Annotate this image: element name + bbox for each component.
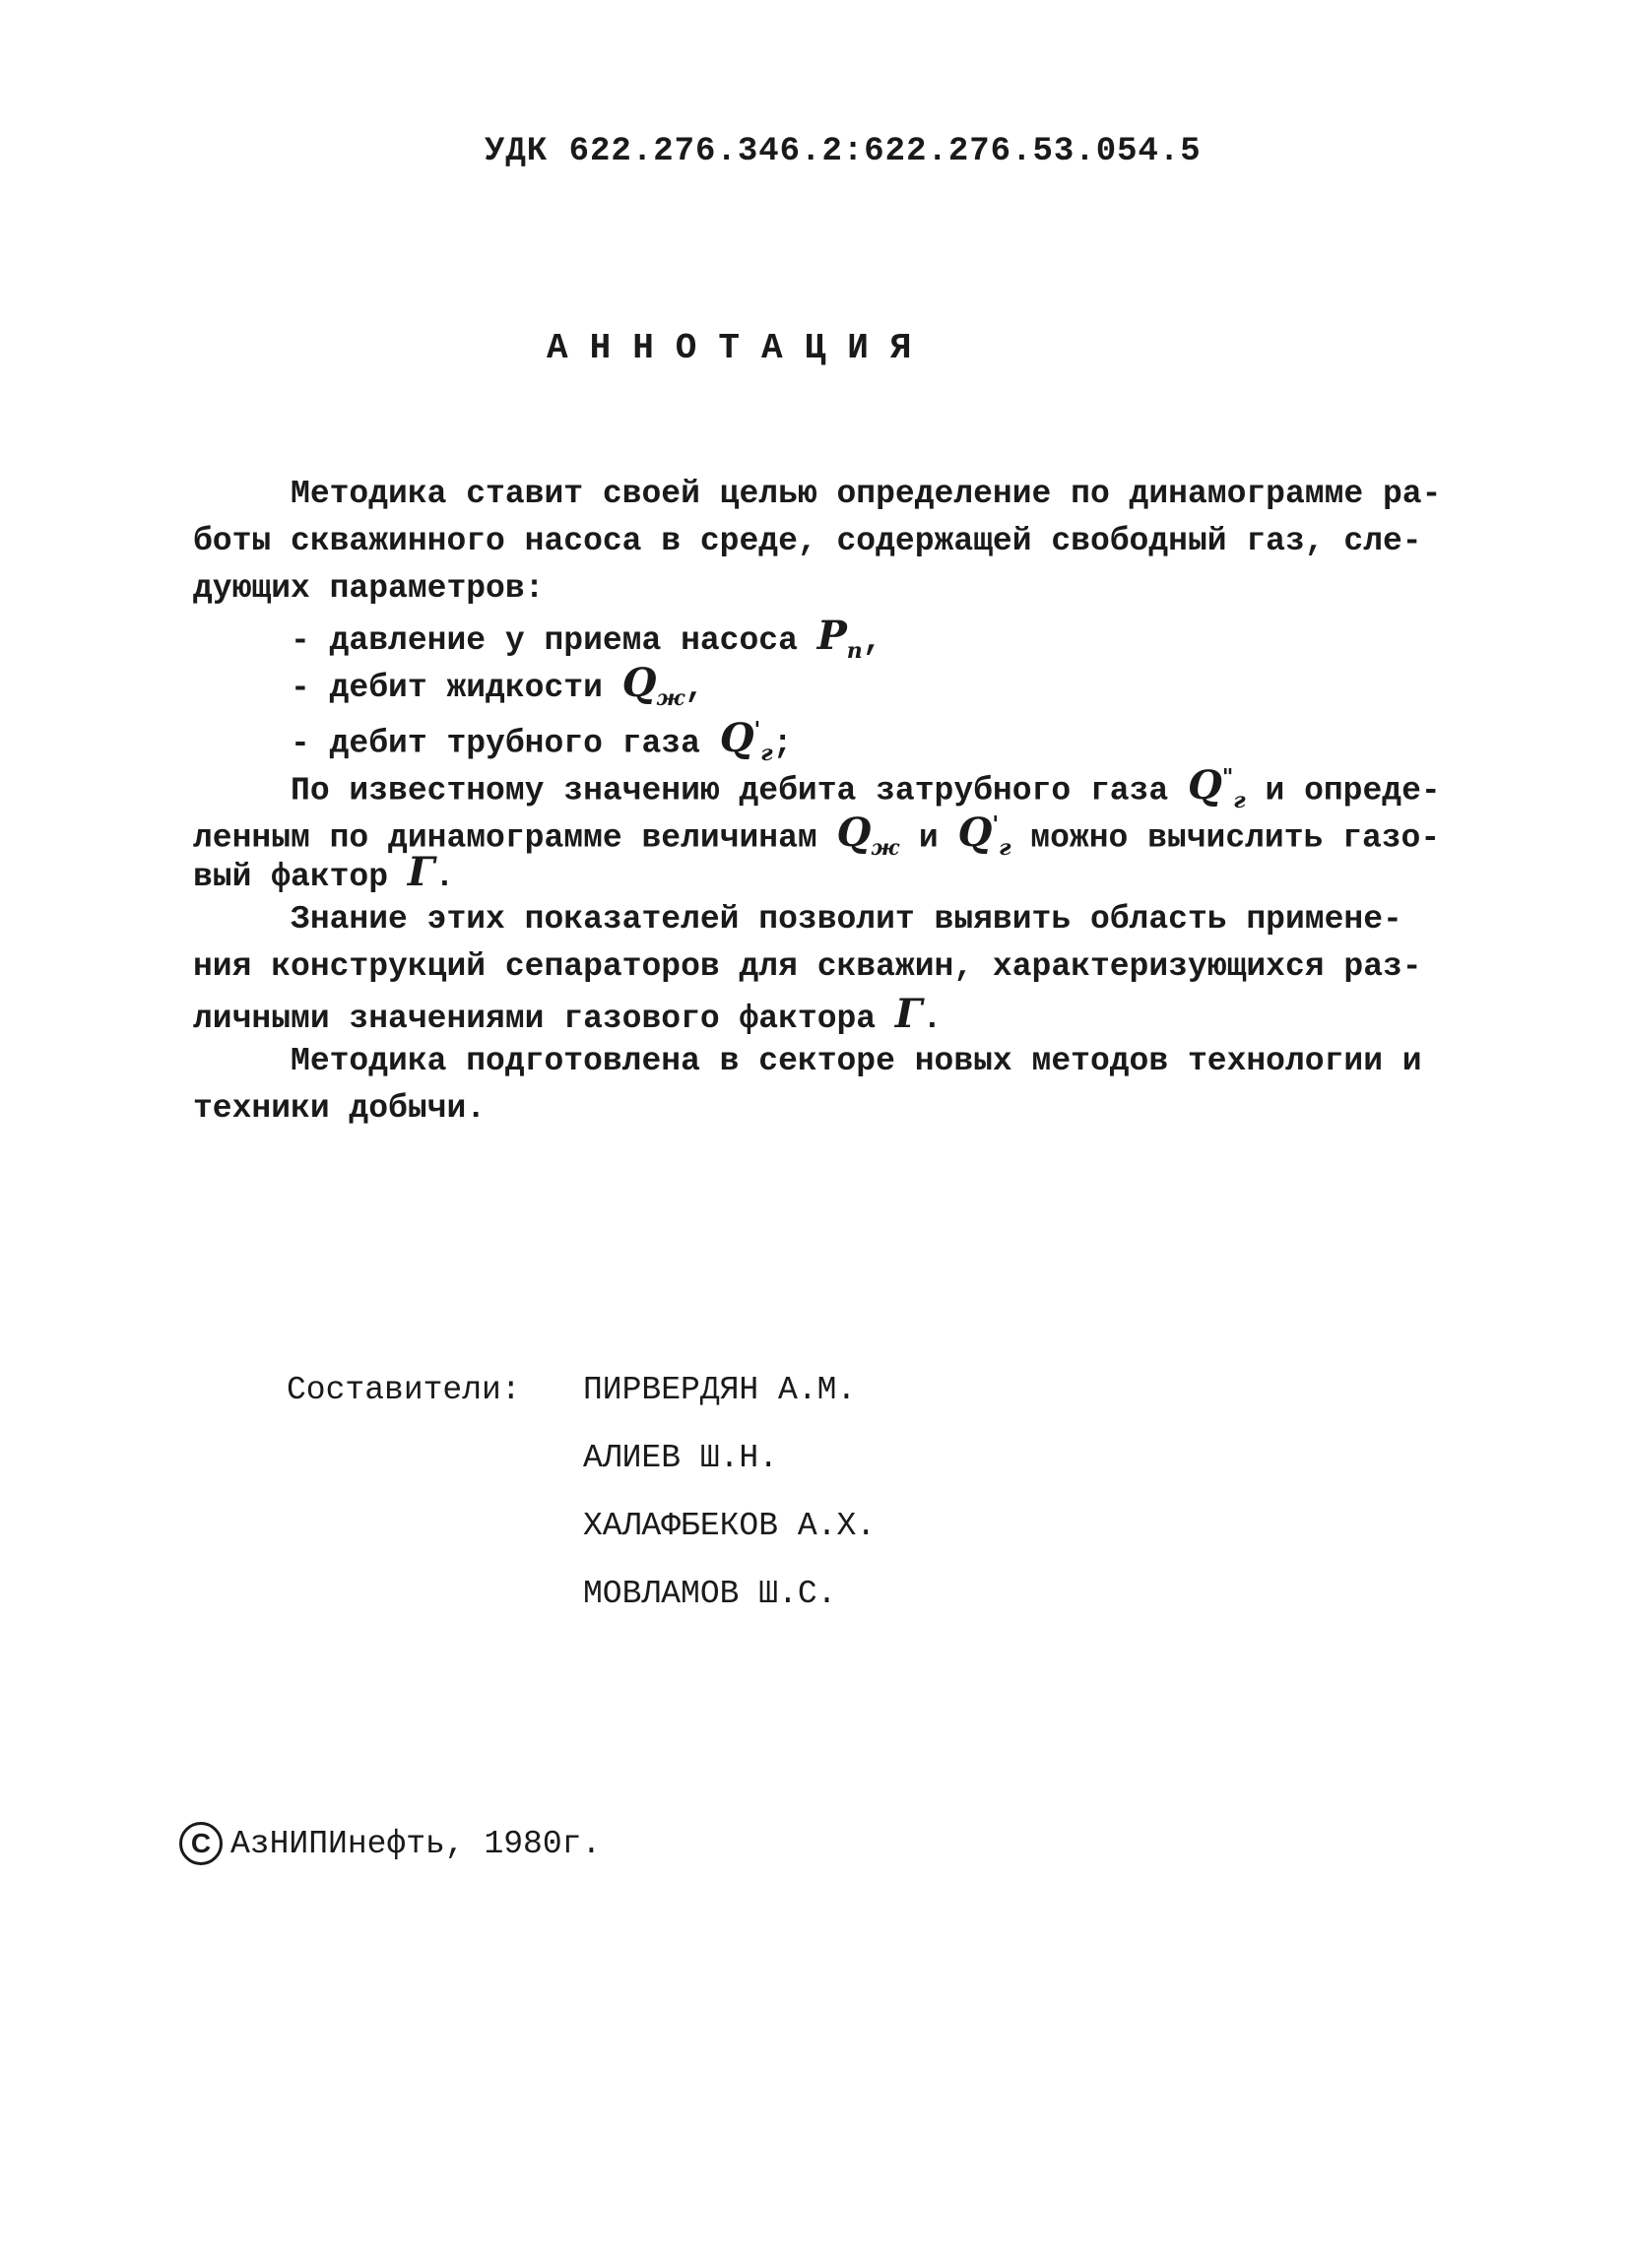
copyright-icon: C (179, 1822, 223, 1865)
copyright-text: АзНИПИнефть, 1980г. (230, 1825, 602, 1862)
tube-gas-rate-symbol: $Q'_г$ (957, 810, 1011, 862)
parameter-item: - давление у приема насоса $P_п$, (193, 613, 882, 664)
tube-gas-rate-symbol: $Q'_г$ (719, 715, 773, 767)
annotation-line: личными значениями газового фактора Г. (193, 991, 943, 1037)
annotation-line: По известному значению дебита затрубного газа $Q^"_г$ и опреде- (193, 762, 1441, 814)
annotation-line: ленным по динамограмме величинам $Q_ж$ и $Q'_г$ можно вычислить газо- (193, 810, 1441, 862)
copyright-line (179, 1822, 601, 1865)
author-name: МОВЛАМОВ Ш.С. (583, 1576, 837, 1612)
liquid-rate-symbol: $Q_ж$ (836, 810, 900, 862)
parameter-item: - дебит трубного газа $Q'_г$; (193, 715, 793, 767)
annotation-line: боты скважинного насоса в среде, содержащей свободный газ, сле- (193, 523, 1422, 559)
authors-label: Составители: (287, 1372, 521, 1408)
author-name: АЛИЕВ Ш.Н. (583, 1440, 779, 1476)
udc-code: УДК 622.276.346.2:622.276.53.054.5 (485, 133, 1202, 170)
gas-factor-symbol: Г (407, 849, 435, 895)
page-title: АННОТАЦИЯ (547, 328, 934, 368)
annotation-line: Знание этих показателей позволит выявить область примене- (193, 901, 1402, 938)
annotation-line: Методика подготовлена в секторе новых методов технологии и (193, 1043, 1422, 1079)
author-name: ХАЛАФБЕКОВ А.Х. (583, 1508, 877, 1544)
annotation-line: ния конструкций сепараторов для скважин, характеризующихся раз- (193, 948, 1422, 985)
parameter-item: - дебит жидкости $Q_ж$, (193, 660, 705, 711)
liquid-rate-symbol: $Q_ж$ (621, 660, 685, 711)
annotation-line: вый фактор Г. (193, 849, 455, 895)
author-name: ПИРВЕРДЯН А.М. (583, 1372, 857, 1408)
annotation-line: техники добычи. (193, 1090, 487, 1127)
annotation-line: Методика ставит своей целью определение по динамограмме ра- (193, 476, 1442, 512)
pressure-symbol: $P_п$ (816, 613, 863, 664)
annulus-gas-rate-symbol: $Q^"_г$ (1187, 762, 1246, 814)
annotation-line: дующих параметров: (193, 570, 545, 607)
gas-factor-symbol: Г (894, 991, 923, 1037)
